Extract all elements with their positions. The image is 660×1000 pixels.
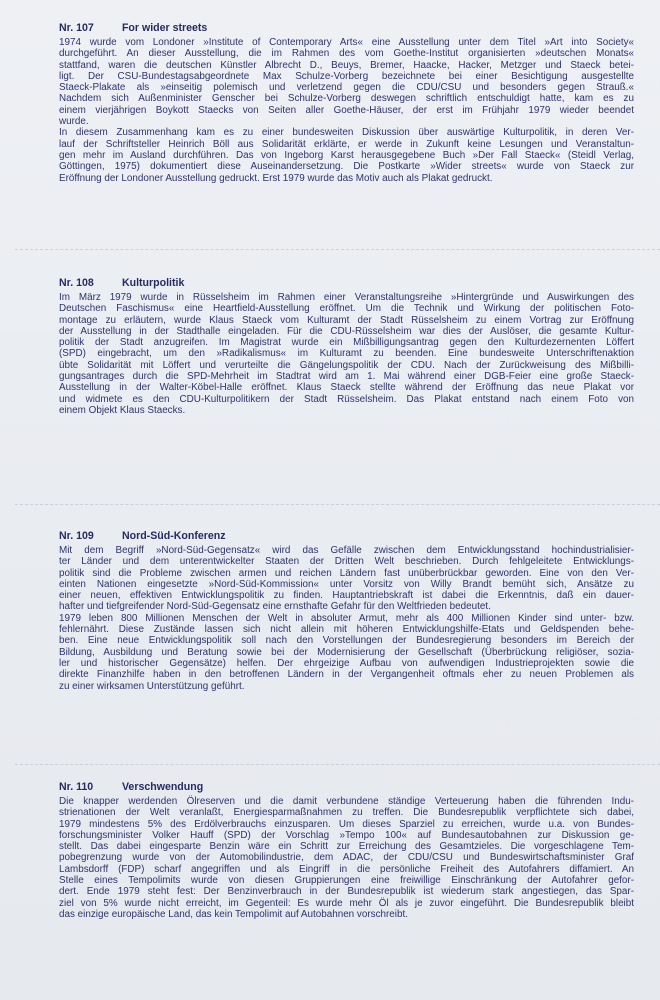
body-text-line: (SPD) eingebracht, um den »Radikalismus« im Kulturamt zu beenden. Eine bundesweite Unterschriftenaktion (59, 348, 634, 360)
section-number: Nr. 107 (59, 22, 94, 34)
section-number: Nr. 108 (59, 277, 94, 289)
section-divider (15, 249, 660, 250)
body-text-line: Die knapper werdenden Ölreserven und die damit verbundene ständige Verteuerung haben die führenden Indu- (59, 796, 634, 807)
body-text-line: hafter und tiefgreifender Nord-Süd-Gegensatz eine ernsthafte Gefahr für den Weltfrieden bedeutet. (59, 601, 491, 613)
section-body (59, 37, 634, 184)
section-nr-107 (59, 21, 634, 184)
body-text-line: einer neuen, effektiven Entwicklungspolitik zu finden. Hauptantriebskraft ist dabei die Erkenntnis, daß ein dauer- (59, 590, 634, 602)
body-text-line: Mit dem Begriff »Nord-Süd-Gegensatz« wird das Gefälle zwischen dem Entwicklungsstand hochindustrialisier- (59, 545, 634, 556)
body-text-line: montage zu erläutern, wurde Klaus Staeck vom Kulturamt der Stadt Rüsselsheim zu einem Vortrag zur Eröffnung (59, 314, 634, 326)
body-text-line: forschungsminister Volker Hauff (SPD) der Vorschlag »Tempo 100« auf Bundesautobahnen zur Diskussion ge- (59, 829, 634, 841)
body-text-line: ziel von 5% wurde nicht erreicht, im Gegenteil: Es wurde mehr Öl als je zuvor eingeführt. Die Bundesrepublik bleibt (59, 897, 634, 909)
body-text-line: 1974 wurde vom Londoner »Institute of Contemporary Arts« eine Ausstellung unter dem Titel »Art into Society« (59, 37, 634, 48)
body-text-line: ben. Eine neue Entwicklungspolitik soll nach den Vorstellungen der Bundesregierung besonders im Bereich der (59, 635, 634, 647)
section-divider (15, 504, 660, 505)
body-text-line: ligt. Der CSU-Bundestagsabgeordnete Max Schulze-Vorberg bezeichnete bei einer Besichtigung ausgestellte (59, 70, 634, 82)
body-text-line: gungsantrages durch die SPD-Mehrheit im Stadtrat wird am 1. Mai während einer DGB-Feier eine große Staeck- (59, 371, 634, 383)
body-text-line: das einzige europäische Land, das kein Tempolimit auf Autobahnen vorschreibt. (59, 908, 408, 920)
body-text-line: zu einer wirksamen Unterstützung geführt. (59, 680, 245, 692)
body-text-line: Eröffnung der Londoner Ausstellung gedruckt. Erst 1979 wurde das Motiv auch als Plakat gedruckt. (59, 172, 493, 184)
body-text-line: wurde. (59, 116, 89, 128)
section-nr-110 (59, 780, 634, 920)
body-text-line: pobegrenzung wurde von der Automobilindustrie, dem ADAC, der CDU/CSU und Bundeswirtschaftsminister Graf (59, 852, 634, 864)
section-nr-108 (59, 276, 634, 416)
body-text-line: 1979 mindestens 5% des Erdölverbrauchs einzusparen. Um dieses Sparziel zu erreichen, wurde u.a. von Bundes- (59, 818, 634, 830)
body-text-line: Staeck-Plakate als »einseitig polemisch und verletzend gegen die CDU/CSU und besonders gegen Strauß.« (59, 82, 634, 94)
body-text-line: strienationen der Welt veranlaßt, Energiesparmaßnahmen zu treffen. Die Bundesrepublik verpflichtete sich dabei, (59, 807, 634, 819)
section-body (59, 292, 634, 416)
body-text-line: Ausstellung in der Walter-Köbel-Halle eröffnet. Klaus Staeck stellte während der Eröffnung das neue Plakat vor (59, 382, 634, 394)
body-text-line: dert. Ende 1979 steht fest: Der Benzinverbrauch in der Bundesrepublik ist wiederum stark angestiegen, das Spar- (59, 886, 634, 898)
section-title: For wider streets (121, 22, 208, 34)
body-text-line: und widmete es den CDU-Kulturpolitikern der Stadt Rüsselsheim. Das Plakat entstand nach einem Foto von (59, 393, 634, 405)
body-text-line: politik sind die Probleme zwischen armen und reichen Ländern fast unüberbrückbar geworden. Eine von den Ver- (59, 567, 634, 579)
section-number: Nr. 110 (59, 781, 94, 793)
body-text-line: einten Nationen eingesetzte »Nord-Süd-Kommission« unter Vorsitz von Willy Brandt bemüht sich, Ansätze zu (59, 578, 634, 590)
body-text-line: ler und historischer Gegensätze) helfen. Der ehrgeizige Aufbau von aufwendigen Industrieprojekten sowie die (59, 657, 634, 669)
body-text-line: übte Solidarität mit Löffert und verurteilte die Gängelungspolitik der CDU. Nach der Zurückweisung des Mißbilli- (59, 359, 634, 371)
section-heading (59, 276, 634, 290)
body-text-line: Lambsdorff (FDP) scharf angegriffen und als Eingriff in die persönliche Freiheit des Autofahrers diffamiert. An (59, 863, 634, 875)
body-text-line: politik der Stadt anzugreifen. Im Magistrat wurde ein Mißbilligungsantrag gegen den Kulturdezernenten Löffert (59, 337, 634, 349)
body-text-line: Nachdem sich Außenminister Genscher bei Schulze-Vorberg deswegen schriftlich entschuldigt hatte, kam es zu (59, 93, 634, 105)
body-text-line: stellt. Das dabei eingesparte Benzin wäre ein Schritt zur Erreichung des Gesamtzieles. Die vorgeschlagene Tem- (59, 841, 634, 853)
section-title: Nord-Süd-Konferenz (121, 530, 226, 542)
body-text-line: In diesem Zusammenhang kam es zu einer bundesweiten Diskussion über auswärtige Kulturpolitik, in deren Ver- (59, 127, 634, 139)
body-text-line: ter Länder und dem unterentwickelter Staaten der Dritten Welt beschrieben. Durch fehlgeleitete Entwicklungs- (59, 556, 634, 568)
body-text-line: der Ausstellung in der Stadthalle eingeladen. Für die CDU-Rüsselsheim war dies der Auslöser, die gesamte Kultur- (59, 325, 634, 337)
section-divider (15, 764, 660, 765)
body-text-line: Göttingen, 1975) dokumentiert diese Auseinandersetzung. Die Postkarte »Wider streets« wurde von Staeck zur (59, 161, 634, 173)
section-heading (59, 529, 634, 543)
section-title: Kulturpolitik (121, 277, 185, 289)
section-heading (59, 21, 634, 35)
body-text-line: lauf der Schriftsteller Heinrich Böll aus Solidarität erklärte, er werde in Zukunft keine Lesungen und Veranstaltun- (59, 138, 634, 150)
body-text-line: einem Objekt Klaus Staecks. (59, 404, 186, 416)
body-text-line: fehlernährt. Diese Zustände lassen sich nicht allein mit höheren Entwicklungshilfe-Etats und Geldspenden behe- (59, 624, 634, 636)
section-title: Verschwendung (121, 781, 204, 793)
section-nr-109 (59, 529, 634, 692)
body-text-line: gen mehr im Ausland durchführen. Das von Ingeborg Karst herausgegebene Buch »Der Fall Staeck« (Steidl Verlag, (59, 149, 634, 161)
section-body (59, 545, 634, 692)
body-text-line: einem vierjährigen Boykott Staecks von Seiten aller Goethe-Häuser, der erst im Frühjahr 1979 wieder beendet (59, 104, 634, 116)
section-heading (59, 780, 634, 794)
body-text-line: Im März 1979 wurde in Rüsselsheim im Rahmen einer Veranstaltungsreihe »Hintergründe und Auswirkungen des (59, 292, 634, 303)
body-text-line: Bildung, Ausbildung und Beratung sowie bei der Modernisierung der Gesellschaft (Überbrückung religiöser, sozia- (59, 646, 634, 658)
body-text-line: Stelle eines Tempolimits wurde von diesen Gruppierungen eine freiwillige Einschränkung der Autofahrer gefor- (59, 875, 634, 887)
body-text-line: 1979 leben 800 Millionen Menschen der Welt in absoluter Armut, mehr als 400 Millionen Kinder sind unter- bzw. (59, 612, 634, 624)
body-text-line: direkte Finanzhilfe haben in den betroffenen Ländern in der Vergangenheit oftmals eher zu neuen Problemen als (59, 669, 634, 681)
body-text-line: Deutschen Faschismus« eine Heartfield-Ausstellung eröffnet. Um die Technik und Wirkung der politischen Foto- (59, 303, 634, 315)
section-body (59, 796, 634, 920)
section-number: Nr. 109 (59, 530, 94, 542)
body-text-line: durchgeführt. An dieser Ausstellung, die im Rahmen des vom Goethe-Institut organisierten »deutschen Monats« (59, 48, 634, 60)
body-text-line: stattfand, waren die deutschen Künstler Albrecht D., Beuys, Bremer, Haacke, Hacker, Metzger und Staeck betei- (59, 59, 634, 71)
